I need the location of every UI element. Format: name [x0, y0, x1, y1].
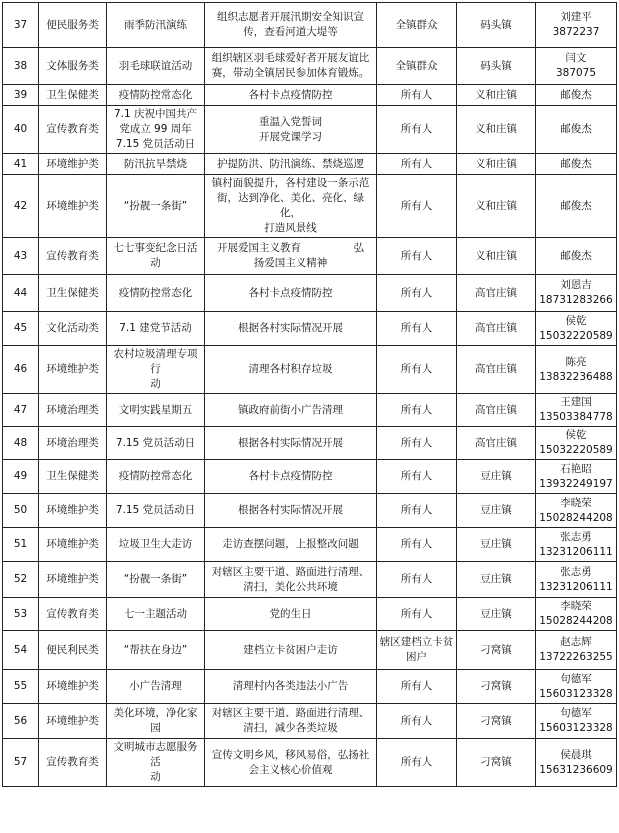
row-number: 51 [3, 528, 39, 562]
activity-name-cell [107, 670, 205, 704]
contact-cell-line-1: 王建国 [560, 396, 592, 408]
category-cell: 便民利民类 [39, 631, 107, 670]
activity-content-cell [205, 562, 377, 598]
contact-cell-line-1: 邮俊杰 [560, 249, 592, 262]
target-audience-cell [377, 460, 457, 494]
contact-cell [536, 704, 617, 739]
town-cell: 豆庄镇 [457, 528, 536, 562]
activity-name-cell-line-1: 7.1 建党节活动 [119, 322, 192, 334]
category-cell: 环境维护类 [39, 562, 107, 598]
activity-content-cell [205, 631, 377, 670]
category-cell: 环境治理类 [39, 394, 107, 427]
activity-name-cell [107, 85, 205, 106]
activity-name-cell [107, 460, 205, 494]
activity-name-cell-line-1: 疫情防控常态化 [118, 88, 193, 101]
activity-content-cell-line-1: 镇政府前街小广告清理 [238, 403, 343, 416]
table-row [3, 670, 617, 704]
target-audience-cell-line-1: 全镇群众 [395, 59, 438, 72]
contact-cell [536, 460, 617, 494]
activity-content-cell [205, 85, 377, 106]
contact-cell-line-1: 张志勇 [560, 530, 592, 543]
contact-cell-line-2: 15028244208 [539, 615, 613, 627]
category-cell: 环境维护类 [39, 704, 107, 739]
activity-name-cell [107, 739, 205, 787]
activity-name-cell-line-2: 动 [150, 771, 161, 783]
target-audience-cell [377, 3, 457, 48]
row-number: 50 [3, 494, 39, 528]
category-cell: 宣传教育类 [39, 106, 107, 154]
contact-cell-line-1: 刘建平 [560, 11, 592, 23]
activity-content-cell-line-1: 清理各村积存垃圾 [248, 363, 333, 375]
table-row [3, 739, 617, 787]
target-audience-cell [377, 106, 457, 154]
contact-cell [536, 48, 617, 85]
activity-content-cell [205, 704, 377, 739]
town-cell: 码头镇 [457, 3, 536, 48]
target-audience-cell-line-1: 所有人 [400, 680, 433, 692]
target-audience-cell-line-1: 所有人 [400, 286, 433, 299]
table-row [3, 346, 617, 394]
activity-content-cell [205, 106, 377, 154]
town-cell: 义和庄镇 [457, 154, 536, 175]
table-row [3, 154, 617, 175]
activity-content-cell-line-1: 党的生日 [269, 607, 312, 620]
category-cell: 便民服务类 [39, 3, 107, 48]
activity-content-cell [205, 739, 377, 787]
activity-name-cell-line-1: 7.15 党员活动日 [115, 436, 196, 449]
target-audience-cell [377, 704, 457, 739]
contact-cell-line-2: 13503384778 [539, 411, 613, 423]
table-row [3, 528, 617, 562]
activity-name-cell-line-1: 羽毛球联谊活动 [118, 59, 193, 72]
activity-name-cell [107, 704, 205, 739]
row-number: 48 [3, 427, 39, 460]
activity-name-cell [107, 427, 205, 460]
town-cell: 豆庄镇 [457, 460, 536, 494]
category-cell: 环境维护类 [39, 154, 107, 175]
target-audience-cell-line-1: 所有人 [400, 504, 433, 516]
activity-content-cell-line-1: 清理村内各类违法小广告 [232, 680, 349, 692]
activity-content-cell [205, 48, 377, 85]
activity-name-cell-line-1: 农村垃圾清理专项行 [113, 348, 198, 375]
activity-content-cell-line-1: 开展爱国主义教育 弘 [217, 242, 364, 254]
category-cell: 环境维护类 [39, 175, 107, 238]
target-audience-cell [377, 346, 457, 394]
contact-cell-line-2: 3872237 [552, 26, 600, 38]
contact-cell [536, 275, 617, 312]
activity-name-cell [107, 562, 205, 598]
contact-cell-line-2: 15032220589 [539, 444, 613, 456]
table-row [3, 312, 617, 346]
target-audience-cell [377, 394, 457, 427]
contact-cell [536, 528, 617, 562]
activity-name-cell-line-1: 七七事变纪念日活动 [113, 242, 198, 269]
table-row [3, 562, 617, 598]
town-cell: 高官庄镇 [457, 312, 536, 346]
target-audience-cell-line-1: 所有人 [400, 363, 433, 375]
activity-content-cell [205, 275, 377, 312]
target-audience-cell [377, 562, 457, 598]
town-cell: 高官庄镇 [457, 394, 536, 427]
target-audience-cell [377, 670, 457, 704]
row-number: 56 [3, 704, 39, 739]
table-row [3, 494, 617, 528]
activity-name-cell [107, 106, 205, 154]
table-row [3, 631, 617, 670]
contact-cell-line-1: 句德军 [560, 672, 592, 685]
town-cell: 刁窝镇 [457, 631, 536, 670]
table-row [3, 3, 617, 48]
contact-cell-line-2: 13932249197 [539, 477, 613, 490]
activity-content-cell-line-2: 清扫，减少各类垃圾 [243, 722, 338, 734]
target-audience-cell-line-1: 所有人 [400, 403, 433, 416]
contact-cell-line-1: 闫文 [565, 52, 587, 64]
row-number: 38 [3, 48, 39, 85]
contact-cell-line-2: 15032220589 [539, 329, 613, 342]
table-row [3, 238, 617, 275]
row-number: 45 [3, 312, 39, 346]
activity-name-cell [107, 528, 205, 562]
activity-name-cell [107, 48, 205, 85]
contact-cell-line-1: 侯乾 [565, 429, 587, 441]
table-row [3, 460, 617, 494]
activity-content-cell-line-1: 对辖区主要干道、路面进行清理、 [211, 565, 370, 578]
contact-cell [536, 598, 617, 631]
activity-content-cell-line-1: 镇村面貌提升，各村建设一条示范街，达到净化、美化、亮化、绿化， [211, 177, 370, 219]
target-audience-cell [377, 85, 457, 106]
contact-cell-line-1: 邮俊杰 [560, 199, 592, 212]
contact-cell [536, 312, 617, 346]
town-cell: 义和庄镇 [457, 175, 536, 238]
contact-cell-line-1: 石艳昭 [560, 462, 592, 475]
target-audience-cell [377, 238, 457, 275]
activity-name-cell [107, 631, 205, 670]
row-number: 49 [3, 460, 39, 494]
activity-name-cell [107, 394, 205, 427]
category-cell: 环境治理类 [39, 427, 107, 460]
category-cell: 文化活动类 [39, 312, 107, 346]
activity-name-cell-line-1: 文明城市志愿服务活 [113, 741, 198, 768]
town-cell: 刁窝镇 [457, 739, 536, 787]
town-cell: 高官庄镇 [457, 427, 536, 460]
activity-content-cell [205, 312, 377, 346]
activity-content-cell [205, 528, 377, 562]
target-audience-cell [377, 528, 457, 562]
target-audience-cell-line-1: 所有人 [400, 538, 433, 550]
town-cell: 码头镇 [457, 48, 536, 85]
target-audience-cell-line-1: 所有人 [400, 756, 433, 768]
table-row [3, 427, 617, 460]
activity-name-cell [107, 175, 205, 238]
target-audience-cell-line-1: 所有人 [400, 123, 433, 135]
contact-cell-line-2: 13231206111 [539, 545, 613, 558]
activity-content-cell [205, 346, 377, 394]
activity-name-cell-line-1: “扮靓一条街” [123, 573, 188, 585]
activity-name-cell [107, 598, 205, 631]
category-cell: 环境维护类 [39, 346, 107, 394]
activity-content-cell-line-1: 对辖区主要干道、路面进行清理、 [211, 707, 370, 719]
activity-content-cell [205, 394, 377, 427]
category-cell: 环境维护类 [39, 494, 107, 528]
activity-content-cell-line-2: 会主义核心价值观 [248, 763, 333, 776]
activity-name-cell-line-1: 垃圾卫生大走访 [118, 538, 193, 550]
activity-content-cell-line-1: 组织志愿者开展汛期安全知识宣 [217, 11, 364, 23]
town-cell: 豆庄镇 [457, 562, 536, 598]
activity-name-cell-line-1: “扮靓一条街” [123, 199, 188, 212]
activity-name-cell [107, 312, 205, 346]
row-number: 53 [3, 598, 39, 631]
row-number: 44 [3, 275, 39, 312]
target-audience-cell [377, 598, 457, 631]
contact-cell-line-2: 18731283266 [539, 294, 613, 306]
activity-name-cell [107, 494, 205, 528]
category-cell: 卫生保健类 [39, 460, 107, 494]
activity-content-cell [205, 3, 377, 48]
activity-name-cell-line-1: 七一主题活动 [124, 607, 187, 620]
activity-content-cell-line-1: 重温入党誓词 [259, 115, 322, 128]
category-cell: 环境维护类 [39, 670, 107, 704]
contact-cell [536, 106, 617, 154]
activity-content-cell-line-1: 各村卡点疫情防控 [248, 286, 333, 299]
category-cell: 卫生保健类 [39, 85, 107, 106]
contact-cell [536, 85, 617, 106]
activity-content-cell-line-1: 根据各村实际情况开展 [238, 436, 343, 449]
contact-cell [536, 494, 617, 528]
activity-content-cell [205, 494, 377, 528]
contact-cell [536, 346, 617, 394]
contact-cell-line-1: 邮俊杰 [560, 88, 592, 101]
contact-cell [536, 739, 617, 787]
table-row [3, 598, 617, 631]
row-number: 42 [3, 175, 39, 238]
target-audience-cell-line-1: 所有人 [400, 470, 433, 482]
row-number: 43 [3, 238, 39, 275]
activity-content-cell-line-1: 建档立卡贫困户走访 [243, 643, 338, 656]
activity-name-cell [107, 154, 205, 175]
town-cell: 高官庄镇 [457, 346, 536, 394]
town-cell: 豆庄镇 [457, 494, 536, 528]
contact-cell-line-2: 13722263255 [539, 651, 613, 663]
table-body [3, 3, 617, 787]
target-audience-cell-line-1: 全镇群众 [395, 18, 438, 31]
category-cell: 卫生保健类 [39, 275, 107, 312]
activity-name-cell-line-1: 文明实践星期五 [118, 403, 193, 416]
town-cell: 义和庄镇 [457, 85, 536, 106]
contact-cell [536, 238, 617, 275]
activity-content-cell [205, 598, 377, 631]
contact-cell-line-1: 李晓荣 [560, 496, 592, 509]
activity-content-cell-line-1: 根据各村实际情况开展 [238, 504, 343, 516]
activity-name-cell-line-1: “帮扶在身边” [123, 643, 188, 656]
activity-content-cell [205, 154, 377, 175]
category-cell: 宣传教育类 [39, 238, 107, 275]
activity-content-cell-line-1: 各村卡点疫情防控 [248, 470, 333, 482]
contact-cell-line-1: 张志勇 [560, 565, 592, 578]
table-row [3, 85, 617, 106]
target-audience-cell [377, 427, 457, 460]
contact-cell-line-2: 387075 [555, 67, 597, 79]
target-audience-cell-line-1: 所有人 [400, 249, 433, 262]
contact-cell [536, 670, 617, 704]
activity-content-cell-line-2: 打造风景线 [264, 222, 317, 234]
target-audience-cell-line-1: 所有人 [400, 714, 433, 727]
target-audience-cell-line-1: 辖区建档立卡贫 [379, 636, 454, 648]
row-number: 41 [3, 154, 39, 175]
activity-content-cell-line-1: 各村卡点疫情防控 [248, 88, 333, 101]
contact-cell-line-1: 李晓荣 [560, 600, 592, 612]
row-number: 40 [3, 106, 39, 154]
target-audience-cell-line-1: 所有人 [400, 322, 433, 334]
category-cell: 环境维护类 [39, 528, 107, 562]
row-number: 47 [3, 394, 39, 427]
activity-content-cell [205, 427, 377, 460]
activity-name-cell-line-1: 疫情防控常态化 [118, 286, 193, 299]
town-cell: 高官庄镇 [457, 275, 536, 312]
town-cell: 义和庄镇 [457, 106, 536, 154]
activity-name-cell [107, 346, 205, 394]
target-audience-cell-line-1: 所有人 [400, 607, 433, 620]
activity-content-cell-line-1: 根据各村实际情况开展 [238, 322, 343, 334]
activity-content-cell-line-1: 走访查摆问题，上报整改问题 [222, 538, 359, 550]
contact-cell-line-1: 邮俊杰 [560, 123, 592, 135]
activity-name-cell-line-1: 小广告清理 [129, 680, 182, 692]
activity-content-cell-line-2: 扬爱国主义精神 [253, 257, 328, 269]
row-number: 37 [3, 3, 39, 48]
target-audience-cell [377, 175, 457, 238]
category-cell: 宣传教育类 [39, 739, 107, 787]
activity-name-cell-line-1: 7.1 庆祝中国共产党成立 99 周年 [113, 108, 198, 135]
contact-cell [536, 427, 617, 460]
contact-cell-line-2: 15603123328 [539, 687, 613, 700]
contact-cell-line-2: 15603123328 [539, 722, 613, 734]
activity-name-cell-line-1: 防汛抗旱禁烧 [124, 157, 187, 170]
row-number: 54 [3, 631, 39, 670]
town-cell: 义和庄镇 [457, 238, 536, 275]
contact-cell-line-1: 刘恩吉 [560, 279, 592, 291]
town-cell: 刁窝镇 [457, 704, 536, 739]
target-audience-cell [377, 48, 457, 85]
activity-name-cell [107, 275, 205, 312]
activity-table [2, 2, 617, 787]
contact-cell-line-2: 15631236609 [539, 763, 613, 776]
contact-cell-line-1: 赵志辉 [560, 636, 592, 648]
table-row [3, 704, 617, 739]
activity-content-cell-line-2: 开展党课学习 [259, 130, 322, 143]
town-cell: 豆庄镇 [457, 598, 536, 631]
target-audience-cell [377, 631, 457, 670]
target-audience-cell-line-1: 所有人 [400, 88, 433, 101]
category-cell: 宣传教育类 [39, 598, 107, 631]
contact-cell [536, 631, 617, 670]
target-audience-cell [377, 312, 457, 346]
contact-cell-line-1: 句德军 [560, 707, 592, 719]
row-number: 46 [3, 346, 39, 394]
target-audience-cell-line-2: 困户 [406, 651, 427, 663]
category-cell: 文体服务类 [39, 48, 107, 85]
activity-content-cell-line-1: 组织辖区羽毛球爱好者开展友谊比 [211, 52, 370, 64]
target-audience-cell [377, 154, 457, 175]
activity-content-cell [205, 238, 377, 275]
activity-content-cell [205, 175, 377, 238]
table-row [3, 106, 617, 154]
contact-cell-line-2: 13231206111 [539, 580, 613, 593]
contact-cell [536, 394, 617, 427]
table-row [3, 48, 617, 85]
target-audience-cell-line-1: 所有人 [400, 573, 433, 585]
target-audience-cell [377, 739, 457, 787]
row-number: 39 [3, 85, 39, 106]
activity-name-cell-line-1: 雨季防汛演练 [124, 18, 187, 31]
table-row [3, 394, 617, 427]
activity-content-cell-line-2: 赛，带动全镇居民参加体育锻炼。 [211, 67, 370, 79]
activity-content-cell-line-1: 宣传文明乡风，移风易俗，弘扬社 [211, 748, 370, 761]
contact-cell-line-2: 13832236488 [539, 370, 613, 383]
contact-cell [536, 3, 617, 48]
activity-name-cell-line-1: 疫情防控常态化 [118, 470, 193, 482]
target-audience-cell [377, 275, 457, 312]
contact-cell [536, 154, 617, 175]
activity-content-cell [205, 670, 377, 704]
contact-cell-line-1: 陈亮 [565, 355, 587, 368]
contact-cell-line-1: 侯乾 [565, 314, 587, 327]
contact-cell-line-1: 邮俊杰 [560, 157, 592, 170]
contact-cell [536, 562, 617, 598]
activity-content-cell-line-2: 传，查看河道大堤等 [243, 26, 338, 38]
contact-cell-line-2: 15028244208 [539, 511, 613, 524]
target-audience-cell [377, 494, 457, 528]
target-audience-cell-line-1: 所有人 [400, 199, 433, 212]
activity-content-cell-line-2: 清扫，美化公共环境 [243, 580, 338, 593]
activity-name-cell-line-2: 动 [150, 378, 161, 390]
activity-name-cell-line-1: 7.15 党员活动日 [115, 504, 196, 516]
contact-cell [536, 175, 617, 238]
activity-content-cell [205, 460, 377, 494]
table-row [3, 175, 617, 238]
activity-name-cell-line-2: 7.15 党员活动日 [115, 138, 196, 150]
activity-name-cell [107, 3, 205, 48]
table-row [3, 275, 617, 312]
row-number: 55 [3, 670, 39, 704]
target-audience-cell-line-1: 所有人 [400, 436, 433, 449]
activity-content-cell-line-1: 护提防洪、防汛演练、禁烧巡逻 [217, 157, 364, 170]
contact-cell-line-1: 侯晨琪 [560, 748, 592, 761]
town-cell: 刁窝镇 [457, 670, 536, 704]
row-number: 52 [3, 562, 39, 598]
activity-name-cell-line-1: 美化环境，净化家园 [113, 707, 198, 734]
activity-name-cell [107, 238, 205, 275]
row-number: 57 [3, 739, 39, 787]
target-audience-cell-line-1: 所有人 [400, 157, 433, 170]
